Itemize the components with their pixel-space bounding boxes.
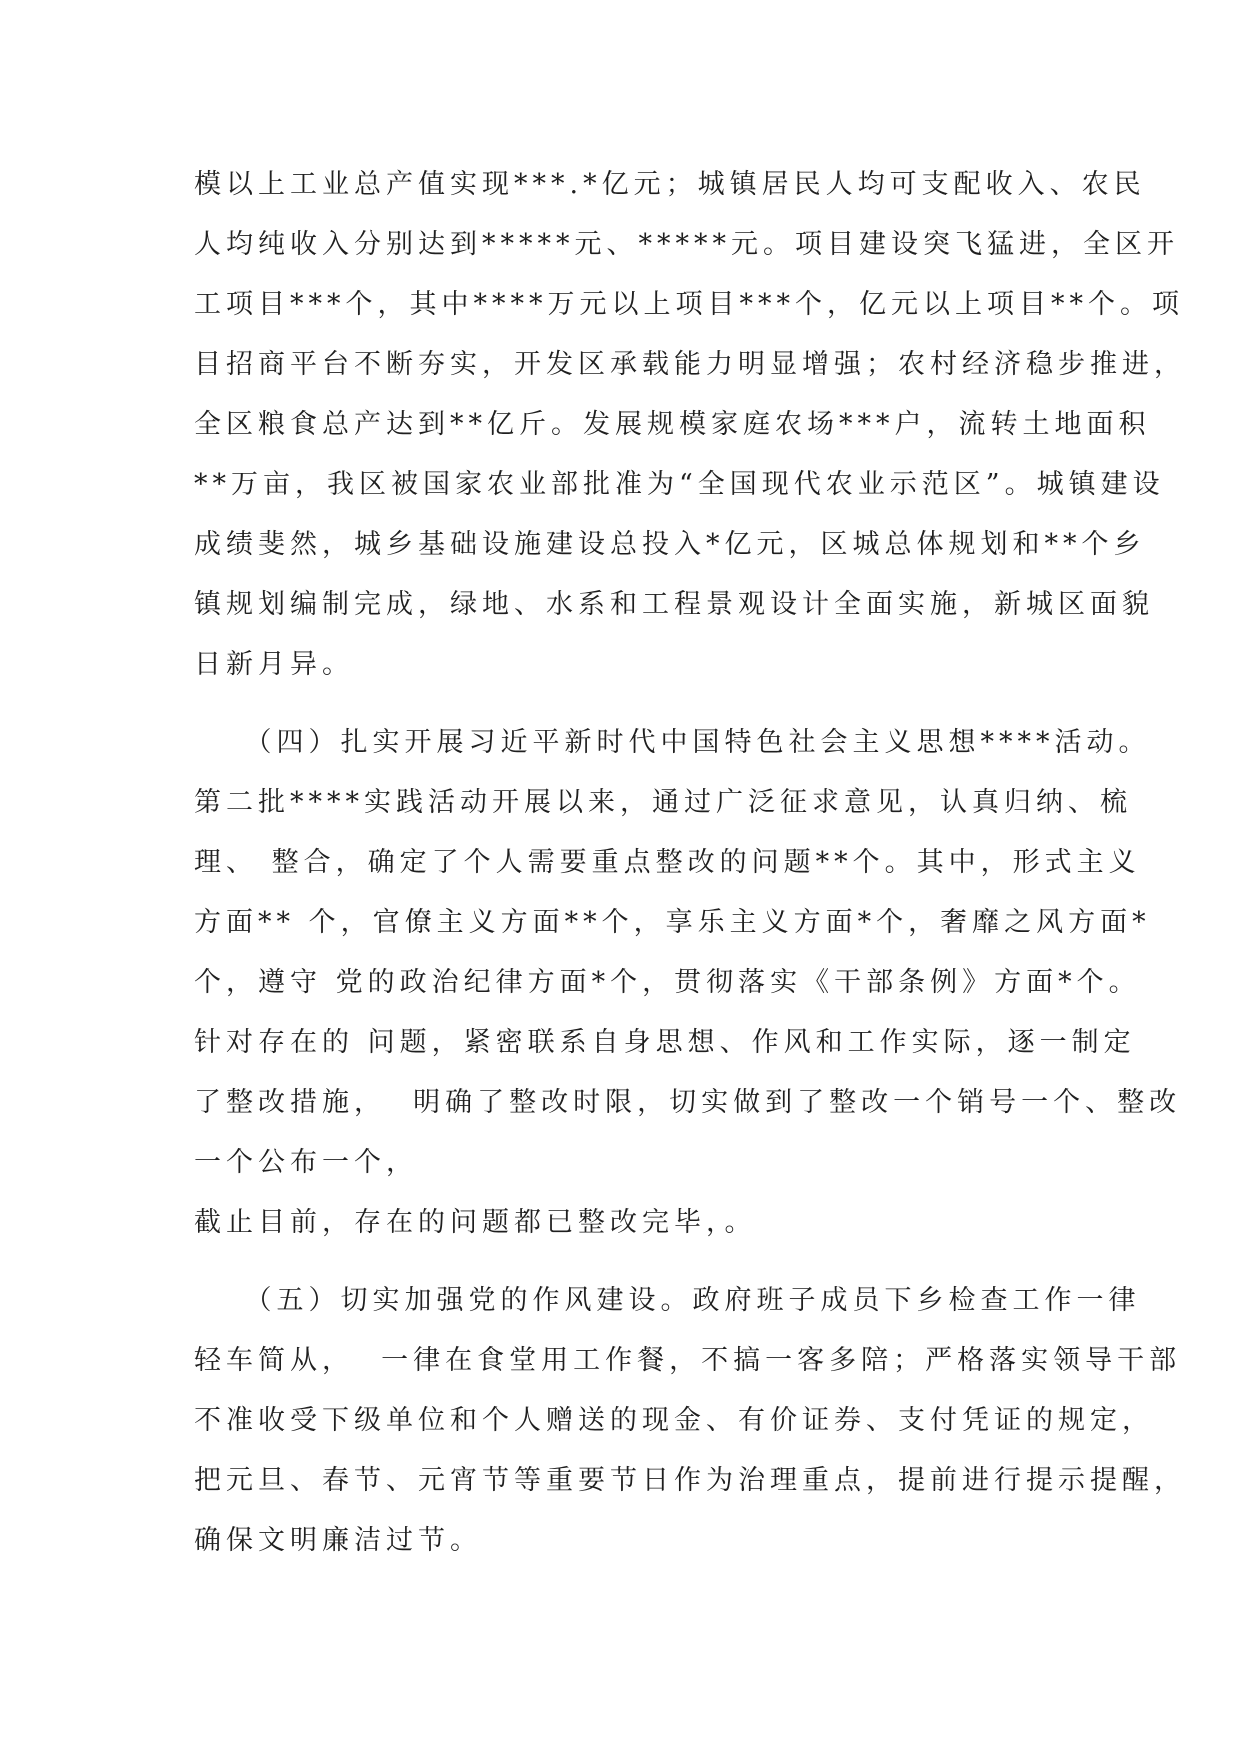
text-line: 人均纯收入分别达到*****元、*****元。项目建设突飞猛进，全区开 — [194, 229, 1179, 260]
section-heading-line: （五）切实加强党的作风建设。政府班子成员下乡检查工作一律 — [194, 1285, 1141, 1316]
text-line: 工项目***个，其中****万元以上项目***个，亿元以上项目**个。项 — [194, 289, 1184, 320]
text-line: 一个公布一个， — [194, 1147, 418, 1178]
text-line: 把元旦、春节、元宵节等重要节日作为治理重点，提前进行提示提醒， — [194, 1465, 1186, 1496]
text-line: **万亩，我区被国家农业部批准为“全国现代农业示范区”。城镇建设 — [194, 469, 1165, 500]
text-line: 镇规划编制完成，绿地、水系和工程景观设计全面实施，新城区面貌 — [194, 589, 1154, 620]
text-line: 个，遵守 党的政治纪律方面*个，贯彻落实《干部条例》方面*个。 — [194, 967, 1141, 998]
text-line: 方面** 个，官僚主义方面**个，享乐主义方面*个，奢靡之风方面* — [194, 907, 1151, 938]
text-line: 全区粮食总产达到**亿斤。发展规模家庭农场***户，流转土地面积 — [194, 409, 1151, 440]
section-heading-line: （四）扎实开展习近平新时代中国特色社会主义思想****活动。 — [194, 727, 1151, 758]
text-line: 不准收受下级单位和个人赠送的现金、有价证券、支付凭证的规定， — [194, 1405, 1154, 1436]
text-line: 针对存在的 问题，紧密联系自身思想、作风和工作实际，逐一制定 — [194, 1027, 1136, 1058]
text-line: 截止目前，存在的问题都已整改完毕，。 — [194, 1207, 757, 1238]
text-line: 成绩斐然，城乡基础设施建设总投入*亿元，区城总体规划和**个乡 — [194, 529, 1146, 560]
text-line: 轻车简从， 一律在食堂用工作餐，不搞一客多陪；严格落实领导干部 — [194, 1345, 1182, 1376]
text-line: 理、 整合，确定了个人需要重点整改的问题**个。其中，形式主义 — [194, 847, 1141, 878]
text-line: 模以上工业总产值实现***.*亿元；城镇居民人均可支配收入、农民 — [194, 169, 1146, 200]
text-line: 日新月异。 — [194, 649, 354, 680]
text-line: 目招商平台不断夯实，开发区承载能力明显增强；农村经济稳步推进， — [194, 349, 1186, 380]
text-line: 第二批****实践活动开展以来，通过广泛征求意见，认真归纳、梳 — [194, 787, 1132, 818]
text-line: 确保文明廉洁过节。 — [194, 1525, 482, 1556]
text-line: 了整改措施， 明确了整改时限，切实做到了整改一个销号一个、整改 — [194, 1087, 1182, 1118]
